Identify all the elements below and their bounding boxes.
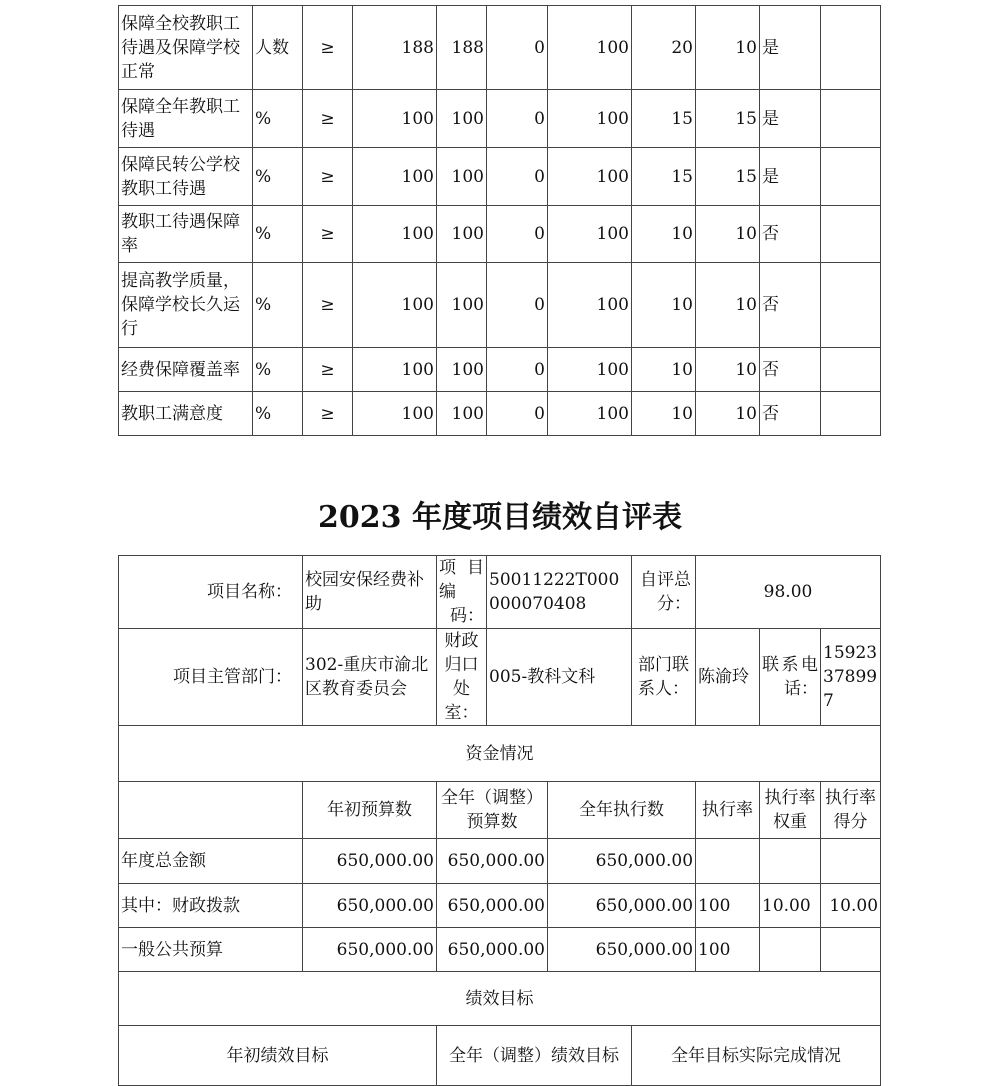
indicator-diff: 0 xyxy=(487,90,548,148)
indicator-flag: 否 xyxy=(760,263,821,348)
indicator-name: 保障民转公学校教职工待遇 xyxy=(119,148,253,206)
indicator-score: 10 xyxy=(696,263,760,348)
funds-header-rate: 执行率 xyxy=(696,782,760,839)
indicator-diff: 0 xyxy=(487,263,548,348)
indicator-operator: ≥ xyxy=(303,6,353,90)
indicator-unit: % xyxy=(253,148,303,206)
indicator-row xyxy=(119,392,881,436)
finance-office-value: 005-教科文科 xyxy=(487,629,632,726)
funds-header-weight: 执行率权重 xyxy=(760,782,821,839)
indicator-note xyxy=(821,90,881,148)
indicator-weight: 10 xyxy=(632,263,696,348)
goals-header-actual: 全年目标实际完成情况 xyxy=(632,1026,881,1086)
indicator-score: 10 xyxy=(696,6,760,90)
indicator-operator: ≥ xyxy=(303,392,353,436)
indicator-weight: 10 xyxy=(632,392,696,436)
goals-section-row xyxy=(119,972,881,1026)
project-name-value: 校园安保经费补助 xyxy=(303,556,437,629)
indicator-target: 100 xyxy=(353,90,437,148)
indicator-note xyxy=(821,348,881,392)
funds-executed: 650,000.00 xyxy=(548,839,696,884)
self-score-value: 98.00 xyxy=(696,556,881,629)
indicator-score: 10 xyxy=(696,348,760,392)
indicator-flag: 是 xyxy=(760,90,821,148)
indicator-row xyxy=(119,6,881,90)
indicator-rate: 100 xyxy=(548,148,632,206)
indicator-flag: 否 xyxy=(760,206,821,263)
indicator-diff: 0 xyxy=(487,392,548,436)
funds-row-label: 其中：财政拨款 xyxy=(119,884,303,928)
indicator-row xyxy=(119,348,881,392)
goals-header-initial: 年初绩效目标 xyxy=(119,1026,437,1086)
funds-initial: 650,000.00 xyxy=(303,928,437,972)
phone-value: 15923378997 xyxy=(821,629,881,726)
indicator-score: 15 xyxy=(696,90,760,148)
funds-weight xyxy=(760,928,821,972)
department-value: 302-重庆市渝北区教育委员会 xyxy=(303,629,437,726)
indicator-note xyxy=(821,148,881,206)
indicator-diff: 0 xyxy=(487,6,548,90)
funds-header-executed: 全年执行数 xyxy=(548,782,696,839)
department-label: 项目主管部门： xyxy=(119,629,303,726)
funds-executed: 650,000.00 xyxy=(548,928,696,972)
funds-weight xyxy=(760,839,821,884)
indicator-weight: 15 xyxy=(632,148,696,206)
funds-row-label: 一般公共预算 xyxy=(119,928,303,972)
funds-score xyxy=(821,928,881,972)
indicator-target: 100 xyxy=(353,392,437,436)
indicator-name: 保障全校教职工待遇及保障学校正常 xyxy=(119,6,253,90)
indicator-name: 教职工满意度 xyxy=(119,392,253,436)
funds-adjusted: 650,000.00 xyxy=(437,928,548,972)
funds-header-score: 执行率得分 xyxy=(821,782,881,839)
indicator-note xyxy=(821,6,881,90)
indicator-name: 教职工待遇保障率 xyxy=(119,206,253,263)
funds-row-label: 年度总金额 xyxy=(119,839,303,884)
project-code-value: 50011222T000000070408 xyxy=(487,556,632,629)
indicator-weight: 10 xyxy=(632,348,696,392)
funds-section-row xyxy=(119,726,881,782)
indicator-actual: 188 xyxy=(437,6,487,90)
indicator-diff: 0 xyxy=(487,206,548,263)
indicator-weight: 10 xyxy=(632,206,696,263)
indicator-body xyxy=(119,6,881,436)
indicator-weight: 15 xyxy=(632,90,696,148)
funds-initial: 650,000.00 xyxy=(303,839,437,884)
indicator-actual: 100 xyxy=(437,392,487,436)
funds-weight: 10.00 xyxy=(760,884,821,928)
contact-label: 部门联系人： xyxy=(632,629,696,726)
indicator-rate: 100 xyxy=(548,348,632,392)
indicator-unit: 人数 xyxy=(253,6,303,90)
indicator-row xyxy=(119,90,881,148)
indicator-target: 100 xyxy=(353,148,437,206)
project-row-1 xyxy=(119,556,881,629)
indicator-operator: ≥ xyxy=(303,348,353,392)
funds-header-initial: 年初预算数 xyxy=(303,782,437,839)
indicator-rate: 100 xyxy=(548,6,632,90)
indicator-target: 100 xyxy=(353,263,437,348)
funds-adjusted: 650,000.00 xyxy=(437,839,548,884)
indicator-flag: 否 xyxy=(760,348,821,392)
funds-rate: 100 xyxy=(696,884,760,928)
evaluation-table xyxy=(118,555,881,1086)
indicator-name: 提高教学质量，保障学校长久运行 xyxy=(119,263,253,348)
funds-header-adjusted: 全年（调整）预算数 xyxy=(437,782,548,839)
indicator-operator: ≥ xyxy=(303,148,353,206)
indicator-rate: 100 xyxy=(548,263,632,348)
contact-value: 陈渝玲 xyxy=(696,629,760,726)
indicator-name: 经费保障覆盖率 xyxy=(119,348,253,392)
goals-section-title: 绩效目标 xyxy=(119,972,881,1026)
indicator-score: 15 xyxy=(696,148,760,206)
funds-executed: 650,000.00 xyxy=(548,884,696,928)
indicator-unit: % xyxy=(253,263,303,348)
indicator-target: 100 xyxy=(353,206,437,263)
project-row-2 xyxy=(119,629,881,726)
funds-header-row xyxy=(119,782,881,839)
indicator-note xyxy=(821,206,881,263)
indicator-score: 10 xyxy=(696,392,760,436)
indicator-unit: % xyxy=(253,392,303,436)
goals-header-adjusted: 全年（调整）绩效目标 xyxy=(437,1026,632,1086)
funds-rate xyxy=(696,839,760,884)
indicator-operator: ≥ xyxy=(303,206,353,263)
indicator-flag: 否 xyxy=(760,392,821,436)
indicator-table xyxy=(118,5,881,436)
funds-score xyxy=(821,839,881,884)
funds-score: 10.00 xyxy=(821,884,881,928)
page-title: 2023 年度项目绩效自评表 xyxy=(318,500,682,535)
indicator-operator: ≥ xyxy=(303,263,353,348)
indicator-unit: % xyxy=(253,348,303,392)
indicator-actual: 100 xyxy=(437,263,487,348)
funds-row-total xyxy=(119,839,881,884)
indicator-operator: ≥ xyxy=(303,90,353,148)
indicator-note xyxy=(821,392,881,436)
indicator-target: 188 xyxy=(353,6,437,90)
indicator-actual: 100 xyxy=(437,206,487,263)
funds-row-general xyxy=(119,928,881,972)
indicator-row xyxy=(119,148,881,206)
funds-row-fiscal xyxy=(119,884,881,928)
goals-header-row xyxy=(119,1026,881,1086)
phone-label: 联系电话： xyxy=(760,629,821,726)
project-code-label: 项目编码： xyxy=(437,556,487,629)
finance-office-label: 财政归口处室： xyxy=(437,629,487,726)
funds-initial: 650,000.00 xyxy=(303,884,437,928)
funds-header-blank xyxy=(119,782,303,839)
indicator-weight: 20 xyxy=(632,6,696,90)
indicator-actual: 100 xyxy=(437,348,487,392)
indicator-row xyxy=(119,263,881,348)
indicator-row xyxy=(119,206,881,263)
funds-adjusted: 650,000.00 xyxy=(437,884,548,928)
indicator-unit: % xyxy=(253,90,303,148)
indicator-note xyxy=(821,263,881,348)
indicator-score: 10 xyxy=(696,206,760,263)
indicator-name: 保障全年教职工待遇 xyxy=(119,90,253,148)
indicator-flag: 是 xyxy=(760,6,821,90)
indicator-rate: 100 xyxy=(548,206,632,263)
indicator-unit: % xyxy=(253,206,303,263)
indicator-flag: 是 xyxy=(760,148,821,206)
indicator-target: 100 xyxy=(353,348,437,392)
project-name-label: 项目名称： xyxy=(119,556,303,629)
funds-rate: 100 xyxy=(696,928,760,972)
indicator-actual: 100 xyxy=(437,148,487,206)
funds-section-title: 资金情况 xyxy=(119,726,881,782)
indicator-rate: 100 xyxy=(548,392,632,436)
indicator-diff: 0 xyxy=(487,348,548,392)
self-score-label: 自评总分： xyxy=(632,556,696,629)
indicator-actual: 100 xyxy=(437,90,487,148)
indicator-diff: 0 xyxy=(487,148,548,206)
indicator-rate: 100 xyxy=(548,90,632,148)
